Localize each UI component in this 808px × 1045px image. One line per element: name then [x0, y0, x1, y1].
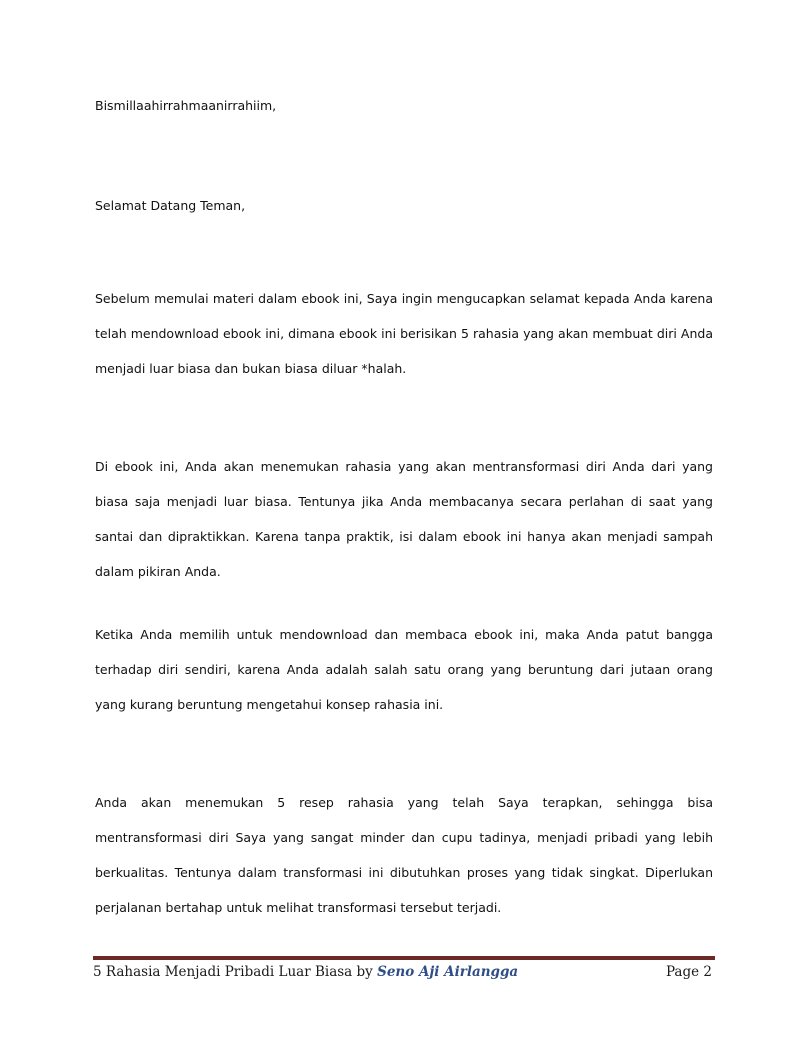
- page-number: Page 2: [665, 964, 712, 980]
- footer-book-title: 5 Rahasia Menjadi Pribadi Luar Biasa by: [93, 964, 373, 980]
- greeting-line: Bismillaahirrahmaanirrahiim,: [95, 98, 277, 113]
- salutation-line: Selamat Datang Teman,: [95, 198, 246, 213]
- footer-rule: [93, 956, 715, 960]
- paragraph-4: Anda akan menemukan 5 resep rahasia yang telah Saya terapkan, sehingga bisa mentransformasi diri Saya yang sangat minder dan cupu tadinya, menjadi pribadi yang lebih berkualitas. Tentunya dalam transformasi ini dibutuhkan proses yang tidak singkat. Diperlukan perjalanan bertahap untuk melihat transformasi tersebut terjadi.: [95, 795, 713, 915]
- paragraph-2: Di ebook ini, Anda akan menemukan rahasia yang akan mentransformasi diri Anda dari yang biasa saja menjadi luar biasa. Tentunya jika Anda membacanya secara perlahan di saat yang santai dan dipraktikkan. Karena tanpa praktik, isi dalam ebook ini hanya akan menjadi sampah dalam pikiran Anda.: [95, 459, 713, 579]
- footer-title: [93, 964, 518, 980]
- paragraph-1: Sebelum memulai materi dalam ebook ini, Saya ingin mengucapkan selamat kepada Anda karena telah mendownload ebook ini, dimana ebook ini berisikan 5 rahasia yang akan membuat diri Anda menjadi luar biasa dan bukan biasa diluar *halah.: [95, 291, 713, 376]
- footer-author: Seno Aji Airlangga: [377, 964, 519, 980]
- paragraph-3: Ketika Anda memilih untuk mendownload dan membaca ebook ini, maka Anda patut bangga terhadap diri sendiri, karena Anda adalah salah satu orang yang beruntung dari jutaan orang yang kurang beruntung mengetahui konsep rahasia ini.: [95, 627, 713, 712]
